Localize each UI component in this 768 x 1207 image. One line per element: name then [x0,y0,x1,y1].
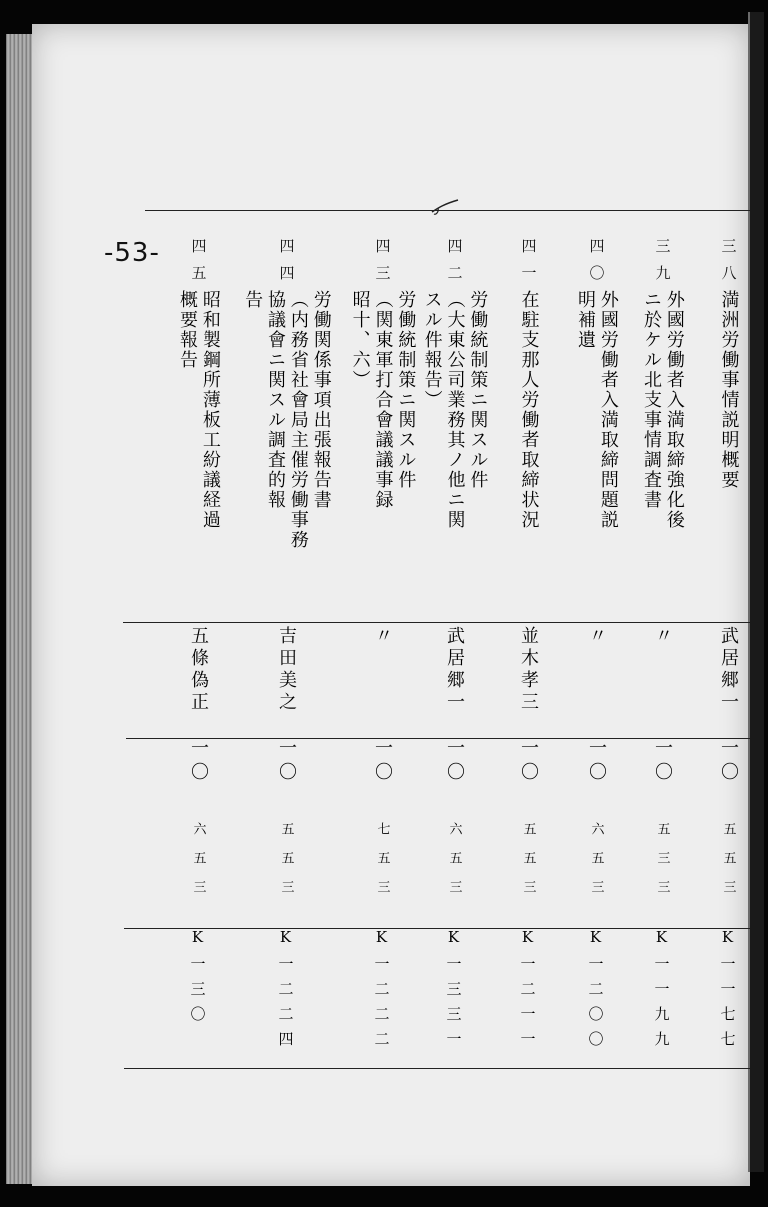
entry-number-digit: 九 [653,265,672,280]
entry-volume-text: 一〇 [276,738,297,786]
entry-volume-text: 一〇 [188,738,209,786]
rule-title-author [123,622,750,623]
entry-author-text: 武居郷一 [444,626,465,714]
entry-volume [432,738,476,786]
entry-author [640,626,684,648]
entry-date [432,822,476,909]
entry-code [360,928,404,1056]
entry-title-line: 概要報告 [177,290,198,370]
entry-number-digit: 四 [277,265,296,280]
entry-title-line: 労働関係事項出張報告書 [310,290,332,510]
entry-volume [574,738,618,786]
entry-code-text: K一二二四 [276,928,295,1056]
entry-title-line: スル件報告） [421,290,443,410]
entry-author-text: 五條偽正 [188,626,209,714]
entry-number-digit: 三 [719,238,738,253]
entry-author-text: 〃 [586,626,607,648]
entry-code [176,928,220,1031]
entry-volume-text: 一〇 [586,738,607,786]
entry-title [506,290,550,530]
entry-date-text: 五三三 [654,822,670,909]
entry-code [432,928,476,1056]
entry-number [506,220,550,280]
entry-volume [640,738,684,786]
entry-code-text: K一三三一 [444,928,463,1056]
entry-number-digit: 四 [587,238,606,253]
entry-code-text: K一三〇 [188,928,207,1031]
entry-code [264,928,308,1056]
rule-bottom [124,1068,750,1069]
entry-title [421,290,489,530]
entry-code-text: K一一七七 [718,928,737,1056]
entry-volume-text: 一〇 [372,738,393,786]
entry-number-digit: 三 [653,238,672,253]
entry-title-line: ニ於ケル北支事情調査書 [641,290,662,510]
entry-date-text: 六五三 [190,822,206,909]
entry-title [242,290,332,550]
entry-volume-text: 一〇 [518,738,539,786]
entry-number-digit: 一 [519,265,538,280]
entry-number [264,220,308,280]
entry-date [506,822,550,909]
entry-title [574,290,618,530]
entry-code [706,928,750,1056]
entry-number-digit: 四 [277,238,296,253]
entry-date-text: 五五三 [520,822,536,909]
entry-number-digit: 四 [189,238,208,253]
entry-number-digit: 四 [373,238,392,253]
entry-volume-text: 一〇 [652,738,673,786]
entry-title-line: 昭十、六） [349,290,371,390]
entry-number-digit: 八 [719,265,738,280]
entry-author [264,626,308,714]
entry-number [360,220,404,280]
entry-author [176,626,220,714]
entry-date [264,822,308,909]
entry-date-text: 六五三 [588,822,604,909]
entry-date [176,822,220,909]
entry-author-text: 〃 [372,626,393,648]
entry-title-line: 昭和製鋼所薄板工紛議経過 [199,290,221,530]
entry-date-text: 五五三 [278,822,294,909]
entry-code [506,928,550,1056]
entry-author [360,626,404,648]
page-edge [748,12,764,1172]
entry-author [574,626,618,648]
entry-author-text: 武居郷一 [718,626,739,714]
entry-code [574,928,618,1056]
entry-number [176,220,220,280]
entry-title-line: （大東公司業務其ノ他ニ関 [444,290,466,530]
entry-number [574,220,618,280]
entry-title-line: 労働統制策ニ関スル件 [395,290,417,490]
page-number: -53- [104,238,160,268]
entry-title-line: 在駐支那人労働者取締状況 [518,290,540,530]
entry-title-line: （内務省社會局主催労働事務 [287,290,309,550]
entry-number-digit: 四 [519,238,538,253]
entry-number [706,220,750,280]
entry-code-text: K一二二二 [372,928,391,1056]
entry-title [640,290,684,530]
entry-code-text: K一一九九 [652,928,671,1056]
entry-code-text: K一二一一 [518,928,537,1056]
entry-title-line: 外國労働者入満取締強化後 [663,290,685,530]
entry-volume-text: 一〇 [444,738,465,786]
entry-title-line: 明補遺 [575,290,596,350]
entry-author [706,626,750,714]
entry-author-text: 〃 [652,626,673,648]
entry-title-line: 外國労働者入満取締問題説 [597,290,619,530]
entry-code-text: K一二〇〇 [586,928,605,1056]
entry-title-line: （関東軍打合會議議事録 [372,290,394,510]
entry-number [432,220,476,280]
entry-code [640,928,684,1056]
entry-volume [360,738,404,786]
entry-number-digit: 五 [189,265,208,280]
entry-number-digit: 二 [445,265,464,280]
entry-title-line: 満洲労働事情説明概要 [718,290,740,490]
entry-author-text: 並木孝三 [518,626,539,714]
entry-volume [264,738,308,786]
entry-number-digit: 四 [445,238,464,253]
entry-date-text: 五五三 [720,822,736,909]
entry-title [349,290,417,510]
entry-volume [706,738,750,786]
entry-title [176,290,220,530]
entry-title-line: 協議會ニ関スル調査的報 [265,290,286,510]
entry-volume [176,738,220,786]
entry-title-line: 告 [242,290,264,310]
entry-author [432,626,476,714]
entry-date [574,822,618,909]
entry-title [706,290,750,490]
entry-date [706,822,750,909]
entry-volume [506,738,550,786]
entry-date-text: 六五三 [446,822,462,909]
entry-date [640,822,684,909]
entry-volume-text: 一〇 [718,738,739,786]
entry-date-text: 七五三 [374,822,390,909]
entry-date [360,822,404,909]
entry-number-digit: 三 [373,265,392,280]
pencil-mark [430,198,460,216]
entry-author [506,626,550,714]
entry-title-line: 労働統制策ニ関スル件 [467,290,489,490]
entry-number-digit: 〇 [587,265,606,280]
entry-number [640,220,684,280]
entry-author-text: 吉田美之 [276,626,297,714]
